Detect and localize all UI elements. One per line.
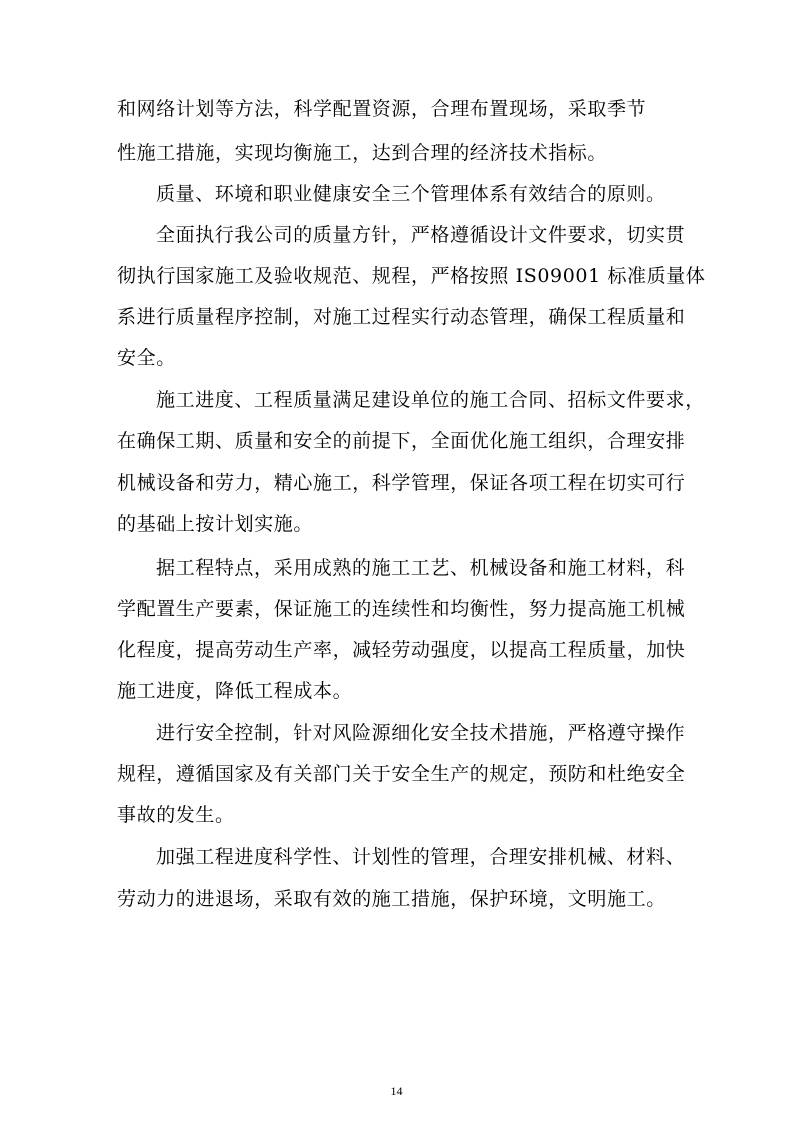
text-line: 的基础上按计划实施。 (117, 513, 314, 535)
text-line: 和网络计划等方法，科学配置资源，合理布置现场，采取季节 (117, 98, 647, 120)
paragraph-first-line: 加强工程进度科学性、计划性的管理，合理安排机械、材料、 (156, 846, 686, 868)
text-line: 施工进度，降低工程成本。 (117, 680, 353, 702)
paragraph-first-line: 质量、环境和职业健康安全三个管理体系有效结合的原则。 (156, 183, 666, 205)
text-line: 学配置生产要素，保证施工的连续性和均衡性，努力提高施工机械 (117, 598, 686, 620)
text-line: 化程度，提高劳动生产率，减轻劳动强度，以提高工程质量，加快 (117, 639, 686, 661)
text-line: 劳动力的进退场，采取有效的施工措施，保护环境，文明施工。 (117, 888, 666, 910)
text-line: 机械设备和劳力，精心施工，科学管理，保证各项工程在切实可行 (117, 472, 686, 494)
paragraph-first-line: 进行安全控制，针对风险源细化安全技术措施，严格遵守操作 (156, 722, 686, 744)
text-line: 系进行质量程序控制，对施工过程实行动态管理，确保工程质量和 (117, 306, 686, 328)
page-number: 14 (390, 1084, 403, 1098)
text-line: 事故的发生。 (117, 804, 235, 826)
text-line: 彻执行国家施工及验收规范、规程，严格按照 IS09001 标准质量体 (117, 265, 706, 287)
text-line: 安全。 (117, 347, 176, 369)
text-line: 在确保工期、质量和安全的前提下，全面优化施工组织，合理安排 (117, 430, 686, 452)
text-line: 性施工措施，实现均衡施工，达到合理的经济技术指标。 (117, 142, 608, 164)
paragraph-first-line: 据工程特点，采用成熟的施工工艺、机械设备和施工材料，科 (156, 557, 686, 579)
text-line: 规程，遵循国家及有关部门关于安全生产的规定，预防和杜绝安全 (117, 763, 686, 785)
paragraph-first-line: 全面执行我公司的质量方针，严格遵循设计文件要求，切实贯 (156, 224, 686, 246)
paragraph-first-line: 施工进度、工程质量满足建设单位的施工合同、招标文件要求， (156, 389, 705, 411)
